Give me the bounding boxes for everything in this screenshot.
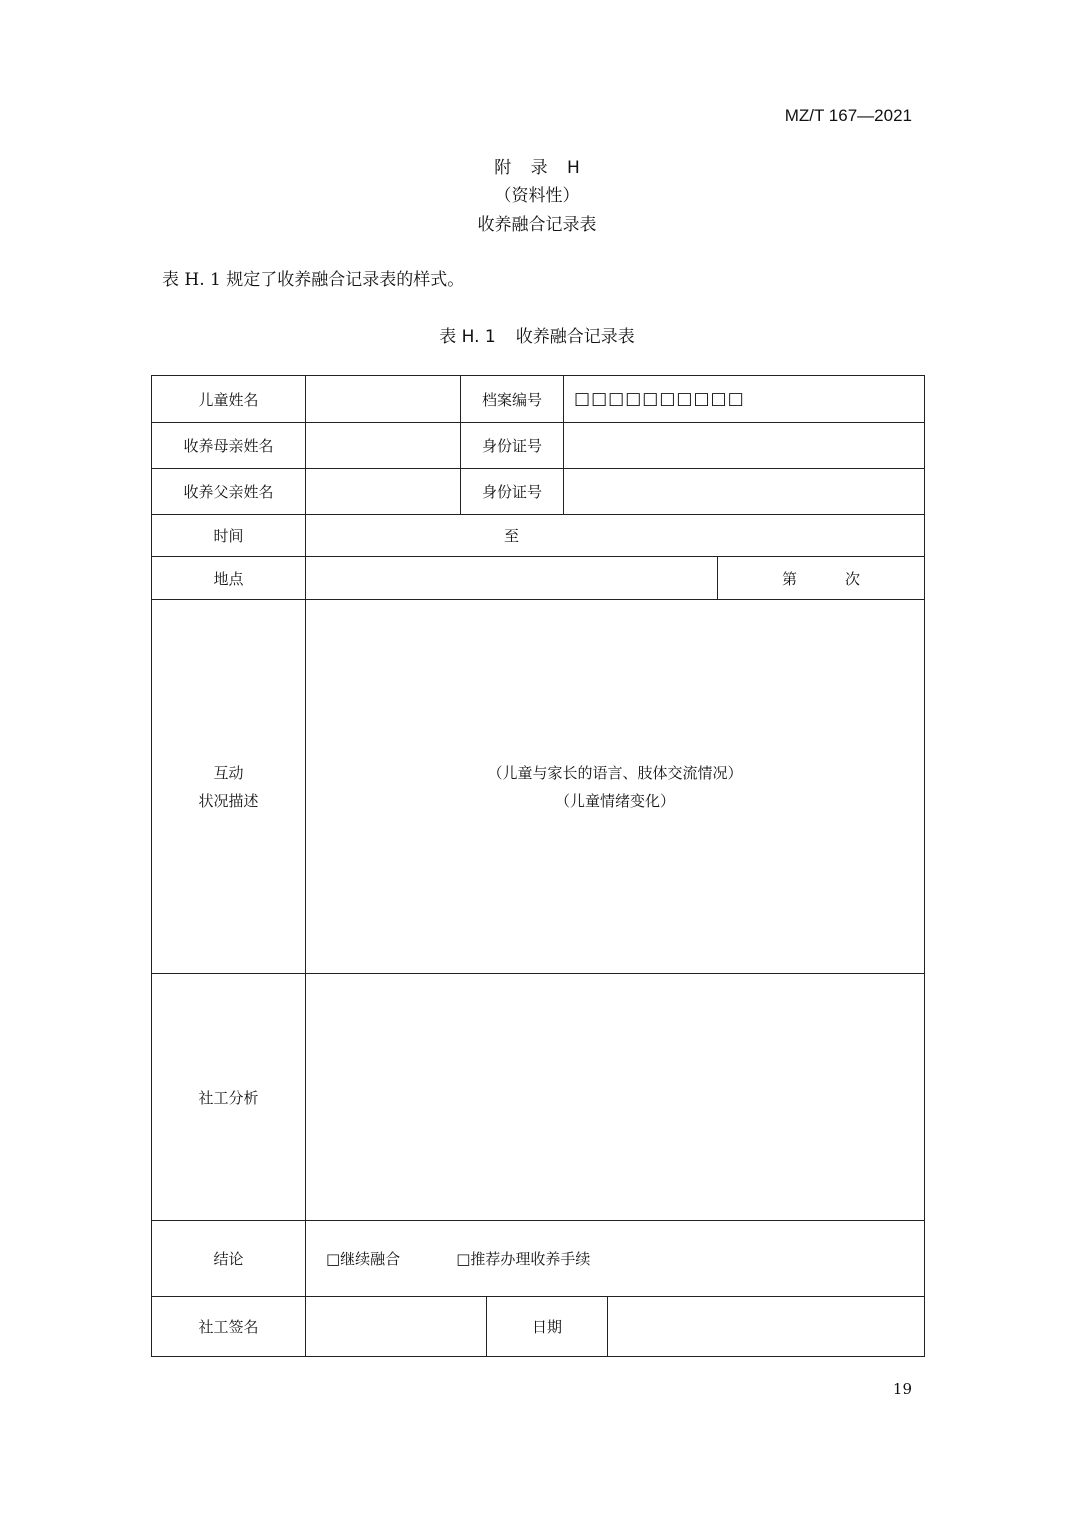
mother-id-field[interactable] [564, 423, 925, 469]
appendix-name: 收养融合记录表 [477, 215, 597, 235]
interaction-hint-line2: （儿童情绪变化） [555, 791, 676, 810]
time-to-text: 至 [504, 527, 520, 545]
conclusion-option-continue-checkbox[interactable]: □继续融合 [326, 1250, 401, 1268]
row-time [152, 515, 925, 557]
father-name-field[interactable] [306, 469, 461, 515]
social-worker-signature-field[interactable] [306, 1297, 487, 1357]
adoption-integration-record-form [151, 375, 925, 1357]
table-caption [0, 322, 1074, 347]
row-signature [152, 1297, 925, 1357]
file-number-field[interactable]: □□□□□□□□□□ [564, 376, 925, 423]
conclusion-options [306, 1221, 925, 1297]
table-caption-number: 表 H. 1 [439, 327, 496, 347]
social-analysis-label: 社工分析 [152, 974, 306, 1221]
social-worker-signature-label: 社工签名 [152, 1297, 306, 1357]
interaction-hint-line1: （儿童与家长的语言、肢体交流情况） [487, 763, 743, 782]
father-id-field[interactable] [564, 469, 925, 515]
sequence-field[interactable] [718, 557, 925, 600]
appendix-title: 附 录 H [494, 158, 580, 178]
time-label: 时间 [152, 515, 306, 557]
row-social-analysis [152, 974, 925, 1221]
appendix-type: （资料性） [494, 186, 580, 206]
date-label: 日期 [487, 1297, 608, 1357]
standard-code: MZ/T 167—2021 [784, 106, 912, 125]
conclusion-label: 结论 [152, 1221, 306, 1297]
mother-name-label: 收养母亲姓名 [152, 423, 306, 469]
row-father [152, 469, 925, 515]
social-analysis-field[interactable] [306, 974, 925, 1221]
sequence-prefix: 第 [782, 569, 798, 588]
interaction-label-line2: 状况描述 [198, 791, 259, 810]
interaction-description-field[interactable] [306, 600, 925, 974]
father-id-label: 身份证号 [461, 469, 564, 515]
interaction-label [152, 600, 306, 974]
row-interaction [152, 600, 925, 974]
row-child-name [152, 376, 925, 423]
table-caption-title: 收养融合记录表 [515, 327, 635, 347]
intro-text: 表 H. 1 规定了收养融合记录表的样式。 [162, 270, 465, 290]
sequence-suffix: 次 [845, 569, 861, 588]
interaction-label-line1: 互动 [213, 763, 244, 782]
place-field[interactable] [306, 557, 718, 600]
conclusion-option-recommend-checkbox[interactable]: □推荐办理收养手续 [456, 1250, 591, 1268]
father-name-label: 收养父亲姓名 [152, 469, 306, 515]
time-range-field[interactable] [306, 515, 925, 557]
mother-id-label: 身份证号 [461, 423, 564, 469]
child-name-field[interactable] [306, 376, 461, 423]
row-conclusion [152, 1221, 925, 1297]
child-name-label: 儿童姓名 [152, 376, 306, 423]
mother-name-field[interactable] [306, 423, 461, 469]
row-mother [152, 423, 925, 469]
file-number-label: 档案编号 [461, 376, 564, 423]
place-label: 地点 [152, 557, 306, 600]
row-place [152, 557, 925, 600]
page-number: 19 [892, 1380, 912, 1398]
date-field[interactable] [608, 1297, 925, 1357]
